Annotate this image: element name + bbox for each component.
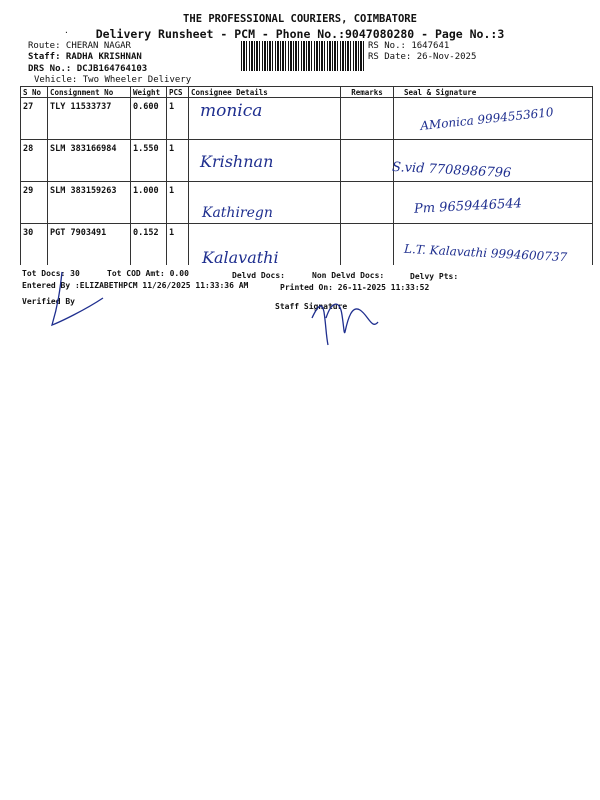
verifier-signature-stroke: [52, 272, 103, 325]
delivery-points: Delvy Pts:: [410, 272, 459, 281]
delivered-docs: Delvd Docs:: [232, 271, 285, 280]
row-pcs: 1: [167, 98, 189, 140]
entered-by: Entered By :ELIZABETHPCM 11/26/2025 11:33:36 AM: [22, 281, 249, 290]
row-pcs: 1: [167, 182, 189, 224]
row-consignment: SLM 383166984: [48, 140, 131, 182]
staff-signature-stroke: [312, 304, 378, 345]
handwritten-consignee: Kalavathi: [202, 248, 279, 267]
handwritten-signature: S.vid 7708986796: [391, 159, 512, 182]
handwritten-consignee: Kathiregn: [202, 205, 273, 221]
company-name: THE PROFESSIONAL COURIERS, COIMBATORE: [183, 13, 417, 25]
handwritten-consignee: monica: [200, 101, 263, 121]
row-sno: 29: [21, 182, 48, 224]
handwritten-signature: Pm 9659446544: [413, 196, 523, 217]
col-remarks: Remarks: [341, 87, 394, 98]
verified-by-label: Verified By: [22, 297, 75, 306]
row-weight: 1.000: [131, 182, 167, 224]
row-sno: 27: [21, 98, 48, 140]
dot-mark: ·: [64, 28, 69, 37]
handwritten-signature: AMonica 9994553610: [419, 105, 555, 133]
staff-signature-label: Staff Signature: [275, 302, 348, 311]
row-weight: 0.600: [131, 98, 167, 140]
drs-number: DRS No.: DCJB164764103: [28, 64, 148, 74]
row-consignment: SLM 383159263: [48, 182, 131, 224]
route-label: Route: CHERAN NAGAR: [28, 41, 131, 51]
col-signature: Seal & Signature: [394, 87, 593, 98]
rs-number: RS No.: 1647641: [368, 41, 450, 51]
staff-label: Staff: RADHA KRISHNAN: [28, 52, 142, 62]
row-pcs: 1: [167, 140, 189, 182]
total-cod-amount: Tot COD Amt: 0.00: [107, 269, 189, 278]
vehicle-label: Vehicle: Two Wheeler Delivery: [34, 75, 192, 85]
handwritten-consignee: Krishnan: [200, 152, 274, 171]
col-pcs: PCS: [167, 87, 189, 98]
row-weight: 1.550: [131, 140, 167, 182]
handwritten-signature: L.T. Kalavathi 9994600737: [403, 241, 568, 265]
row-pcs: 1: [167, 224, 189, 266]
rs-date: RS Date: 26-Nov-2025: [368, 52, 477, 62]
row-consignment: PGT 7903491: [48, 224, 131, 266]
non-delivered-docs: Non Delvd Docs:: [312, 271, 385, 280]
runsheet-title: Delivery Runsheet - PCM - Phone No.:9047080280 - Page No.:3: [95, 27, 505, 41]
row-consignment: TLY 11533737: [48, 98, 131, 140]
col-sno: S No: [21, 87, 48, 98]
col-weight: Weight: [131, 87, 167, 98]
row-weight: 0.152: [131, 224, 167, 266]
col-consignee: Consignee Details: [189, 87, 341, 98]
col-consignment: Consignment No: [48, 87, 131, 98]
total-docs: Tot Docs: 30: [22, 269, 80, 278]
row-sno: 28: [21, 140, 48, 182]
printed-on: Printed On: 26-11-2025 11:33:52: [280, 283, 430, 292]
row-sno: 30: [21, 224, 48, 266]
